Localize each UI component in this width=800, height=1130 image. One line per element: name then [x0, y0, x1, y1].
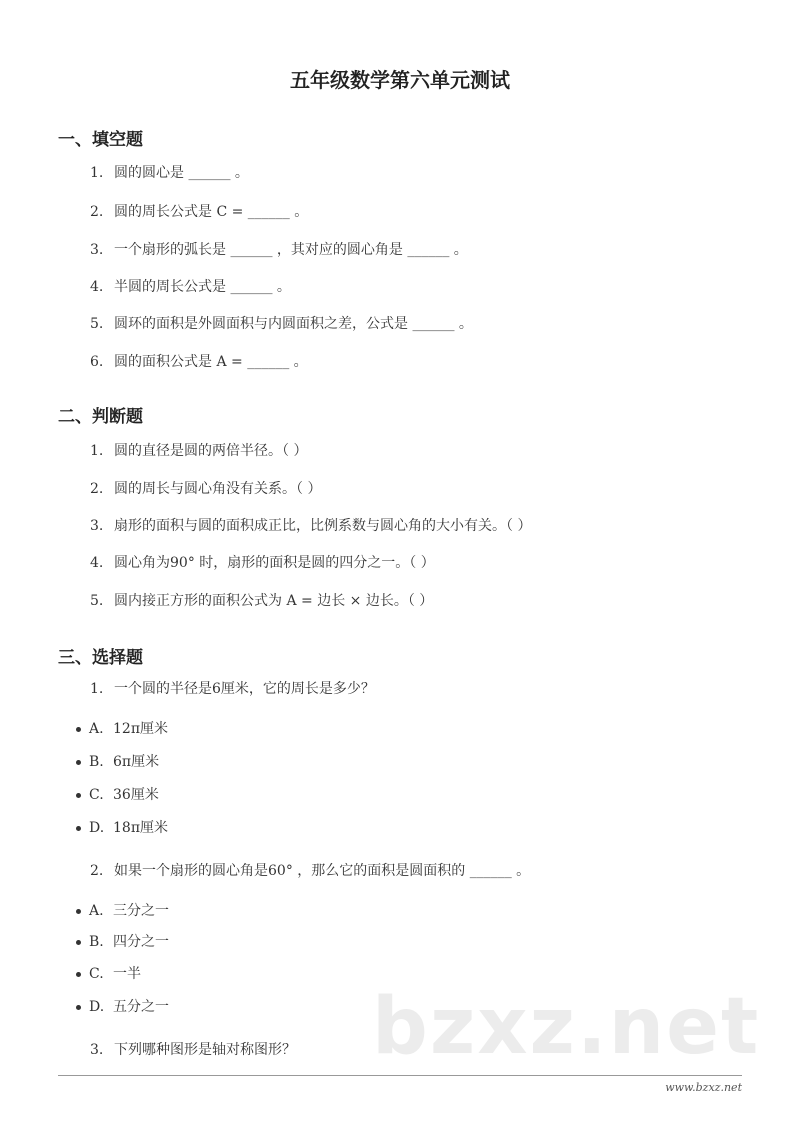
- question-number: 1.: [90, 681, 104, 697]
- question-number: 5.: [90, 316, 104, 332]
- question-number: 4.: [90, 555, 104, 571]
- question-number: 3.: [90, 518, 104, 534]
- question-item: [90, 353, 308, 371]
- question-text: 圆的直径是圆的两倍半径。（ ）: [114, 443, 308, 459]
- bullet-icon: [76, 727, 81, 732]
- choice-option: [76, 819, 168, 837]
- question-text: 圆环的面积是外圆面积与内圆面积之差，公式是 ______ 。: [114, 316, 473, 332]
- question-text: 下列哪种图形是轴对称图形？: [114, 1042, 296, 1058]
- question-text: 圆内接正方形的面积公式为 A = 边长 × 边长。（ ）: [114, 593, 434, 609]
- question-text: 圆的周长与圆心角没有关系。（ ）: [114, 481, 322, 497]
- choice-option: [76, 720, 168, 738]
- question-item: [90, 517, 531, 535]
- option-text: 18π厘米: [113, 820, 169, 836]
- question-number: 1.: [90, 443, 104, 459]
- question-text: 圆的圆心是 ______ 。: [114, 165, 249, 181]
- question-item: [90, 315, 473, 333]
- option-text: 四分之一: [113, 934, 169, 950]
- bullet-icon: [76, 826, 81, 831]
- question-number: 2.: [90, 204, 104, 220]
- choice-option: [76, 998, 169, 1016]
- option-label: A.: [89, 903, 104, 919]
- question-item: [90, 862, 530, 880]
- bullet-icon: [76, 972, 81, 977]
- watermark: bzxz.net: [372, 982, 761, 1072]
- bullet-icon: [76, 793, 81, 798]
- question-text: 圆心角为90° 时，扇形的面积是圆的四分之一。（ ）: [114, 555, 435, 571]
- question-item: [90, 442, 307, 460]
- question-item: [90, 554, 435, 572]
- choice-option: [76, 965, 141, 983]
- option-label: C.: [89, 787, 104, 803]
- question-number: 3.: [90, 242, 104, 258]
- section-heading-fill-blank: 一、填空题: [58, 130, 143, 150]
- choice-option: [76, 933, 169, 951]
- option-label: A.: [89, 721, 104, 737]
- question-item: [90, 203, 308, 221]
- bullet-icon: [76, 760, 81, 765]
- question-item: [90, 164, 249, 182]
- section-heading-multiple-choice: 三、选择题: [58, 648, 143, 668]
- option-label: B.: [89, 754, 104, 770]
- bullet-icon: [76, 909, 81, 914]
- question-number: 3.: [90, 1042, 104, 1058]
- page-title: 五年级数学第六单元测试: [290, 68, 510, 92]
- choice-option: [76, 786, 159, 804]
- section-heading-true-false: 二、判断题: [58, 407, 143, 427]
- question-item: [90, 680, 375, 698]
- question-item: [90, 278, 291, 296]
- option-label: D.: [89, 820, 105, 836]
- question-text: 如果一个扇形的圆心角是60° ，那么它的面积是圆面积的 ______ 。: [114, 863, 531, 879]
- choice-option: [76, 902, 169, 920]
- question-number: 2.: [90, 863, 104, 879]
- question-number: 5.: [90, 593, 104, 609]
- option-text: 36厘米: [113, 787, 159, 803]
- question-number: 4.: [90, 279, 104, 295]
- option-text: 一半: [113, 966, 141, 982]
- question-item: [90, 480, 321, 498]
- question-text: 一个扇形的弧长是 ______ ，其对应的圆心角是 ______ 。: [114, 242, 468, 258]
- choice-option: [76, 753, 159, 771]
- option-text: 五分之一: [113, 999, 169, 1015]
- option-text: 12π厘米: [113, 721, 169, 737]
- option-label: D.: [89, 999, 105, 1015]
- question-item: [90, 241, 468, 259]
- question-text: 圆的面积公式是 A = ______ 。: [114, 354, 308, 370]
- question-text: 扇形的面积与圆的面积成正比，比例系数与圆心角的大小有关。（ ）: [114, 518, 532, 534]
- footer-divider: [58, 1075, 742, 1076]
- question-item: [90, 592, 433, 610]
- question-number: 2.: [90, 481, 104, 497]
- footer-url: www.bzxz.net: [665, 1081, 742, 1094]
- question-text: 半圆的周长公式是 ______ 。: [114, 279, 291, 295]
- option-text: 三分之一: [113, 903, 169, 919]
- option-label: B.: [89, 934, 104, 950]
- question-item: [90, 1041, 296, 1059]
- option-label: C.: [89, 966, 104, 982]
- question-text: 一个圆的半径是6厘米，它的周长是多少？: [114, 681, 375, 697]
- question-number: 6.: [90, 354, 104, 370]
- option-text: 6π厘米: [113, 754, 160, 770]
- bullet-icon: [76, 1005, 81, 1010]
- bullet-icon: [76, 940, 81, 945]
- question-text: 圆的周长公式是 C = ______ 。: [114, 204, 309, 220]
- question-number: 1.: [90, 165, 104, 181]
